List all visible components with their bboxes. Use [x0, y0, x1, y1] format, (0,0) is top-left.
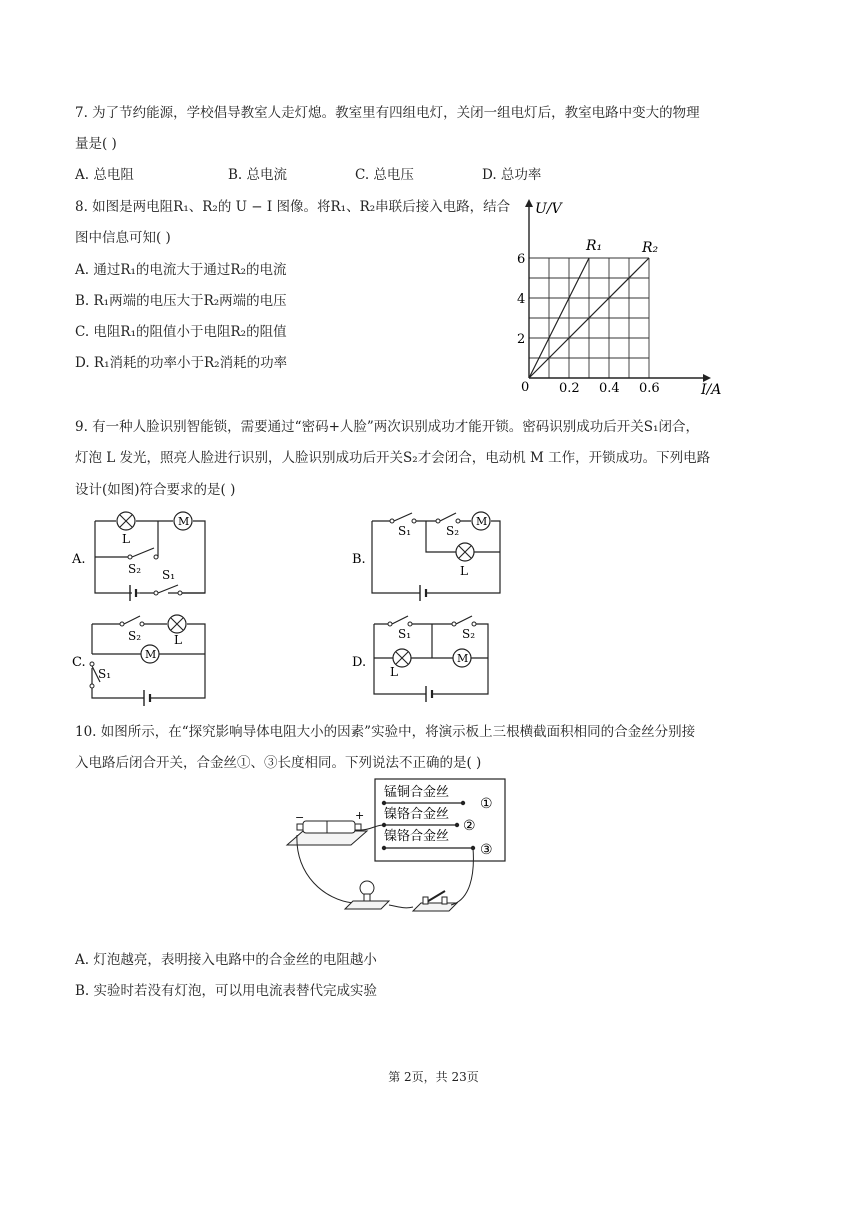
bulb-icon	[345, 881, 389, 909]
battery-icon	[287, 821, 367, 845]
circuit-d[interactable]	[350, 610, 510, 710]
svg-text:S₁: S₁	[162, 568, 176, 582]
q8-option-a[interactable]: A. 通过R₁的电流大于通过R₂的电流	[75, 262, 287, 278]
circuit-a-label: A.	[72, 552, 86, 567]
q8-option-b[interactable]: B. R₁两端的电压大于R₂两端的电压	[75, 293, 287, 309]
circuit-c[interactable]	[70, 610, 220, 710]
svg-text:S₁: S₁	[98, 667, 112, 681]
circuit-a[interactable]	[70, 505, 220, 605]
svg-text:S₂: S₂	[462, 627, 476, 641]
svg-text:−: −	[295, 811, 305, 824]
resistance-apparatus	[285, 775, 515, 920]
svg-text:S₂: S₂	[446, 524, 460, 538]
y-tick-label: 6	[517, 252, 526, 267]
q8-line-1: 8. 如图是两电阻R₁、R₂的 U − I 图像。将R₁、R₂串联后接入电路，结合	[75, 199, 511, 215]
x-axis-arrow	[703, 374, 711, 382]
wire-2-label: 镍铬合金丝	[384, 807, 450, 822]
page-footer: 第 2页，共 23页	[388, 1070, 479, 1084]
switch-icon[interactable]	[413, 891, 457, 911]
q7-option-b[interactable]: B. 总电流	[228, 167, 288, 183]
svg-text:L: L	[460, 564, 468, 578]
x-tick-label: 0.2	[559, 381, 580, 396]
q10-option-a[interactable]: A. 灯泡越亮，表明接入电路中的合金丝的电阻越小	[75, 952, 377, 968]
y-axis-label: U/V	[535, 201, 562, 217]
wire-1-label: 锰铜合金丝	[384, 785, 450, 800]
x-tick-label: 0.6	[639, 381, 660, 396]
q9-line-3: 设计(如图)符合要求的是( )	[75, 482, 236, 498]
circuit-d-label: D.	[352, 655, 367, 670]
svg-text:M: M	[476, 515, 488, 528]
r2-label: R₂	[642, 240, 659, 256]
q9-line-1: 9. 有一种人脸识别智能锁，需要通过“密码+人脸”两次识别成功才能开锁。密码识别成功后开关S₁闭合，	[75, 419, 699, 435]
y-tick-label: 4	[517, 292, 526, 307]
svg-text:③: ③	[480, 842, 493, 858]
y-axis-arrow	[525, 199, 533, 207]
r1-label: R₁	[586, 238, 603, 254]
q9-line-2: 灯泡 L 发光，照亮人脸进行识别，人脸识别成功后开关S₂才会闭合，电动机 M 工作，开锁成功。下列电路	[75, 450, 711, 466]
q7-option-c[interactable]: C. 总电压	[355, 167, 414, 183]
x-axis-label: I/A	[701, 382, 722, 398]
svg-text:②: ②	[463, 818, 476, 834]
svg-text:L: L	[122, 532, 130, 546]
q8-option-c[interactable]: C. 电阻R₁的阻值小于电阻R₂的阻值	[75, 324, 287, 340]
q7-option-a[interactable]: A. 总电阻	[75, 167, 134, 183]
wire-3-label: 镍铬合金丝	[384, 829, 450, 844]
svg-text:M: M	[178, 515, 190, 528]
svg-text:L: L	[174, 633, 182, 647]
u-i-graph	[505, 195, 735, 405]
svg-text:M: M	[145, 648, 157, 661]
svg-text:L: L	[390, 665, 398, 679]
origin-label: 0	[521, 380, 530, 395]
svg-text:S₂: S₂	[128, 629, 142, 643]
q10-line-1: 10. 如图所示，在“探究影响导体电阻大小的因素”实验中，将演示板上三根横截面积相同的合金丝分别接	[75, 724, 696, 740]
svg-text:+: +	[355, 809, 365, 822]
x-tick-label: 0.4	[599, 381, 620, 396]
q7-line-1: 7. 为了节约能源，学校倡导教室人走灯熄。教室里有四组电灯，关闭一组电灯后，教室电路中变大的物理	[75, 105, 700, 121]
y-tick-label: 2	[517, 332, 526, 347]
q10-option-b[interactable]: B. 实验时若没有灯泡，可以用电流表替代完成实验	[75, 983, 378, 999]
svg-text:S₂: S₂	[128, 562, 142, 576]
svg-text:S₁: S₁	[398, 627, 412, 641]
svg-text:S₁: S₁	[398, 524, 412, 538]
svg-text:M: M	[457, 652, 469, 665]
q10-line-2: 入电路后闭合开关，合金丝①、③长度相同。下列说法不正确的是( )	[75, 755, 482, 771]
q7-option-d[interactable]: D. 总功率	[482, 167, 542, 183]
circuit-b[interactable]	[350, 505, 510, 605]
q7-line-2: 量是( )	[75, 136, 117, 152]
q8-line-2: 图中信息可知( )	[75, 230, 171, 246]
svg-text:①: ①	[480, 796, 493, 812]
circuit-c-label: C.	[72, 655, 86, 670]
q8-option-d[interactable]: D. R₁消耗的功率小于R₂消耗的功率	[75, 355, 288, 371]
circuit-b-label: B.	[352, 552, 366, 567]
